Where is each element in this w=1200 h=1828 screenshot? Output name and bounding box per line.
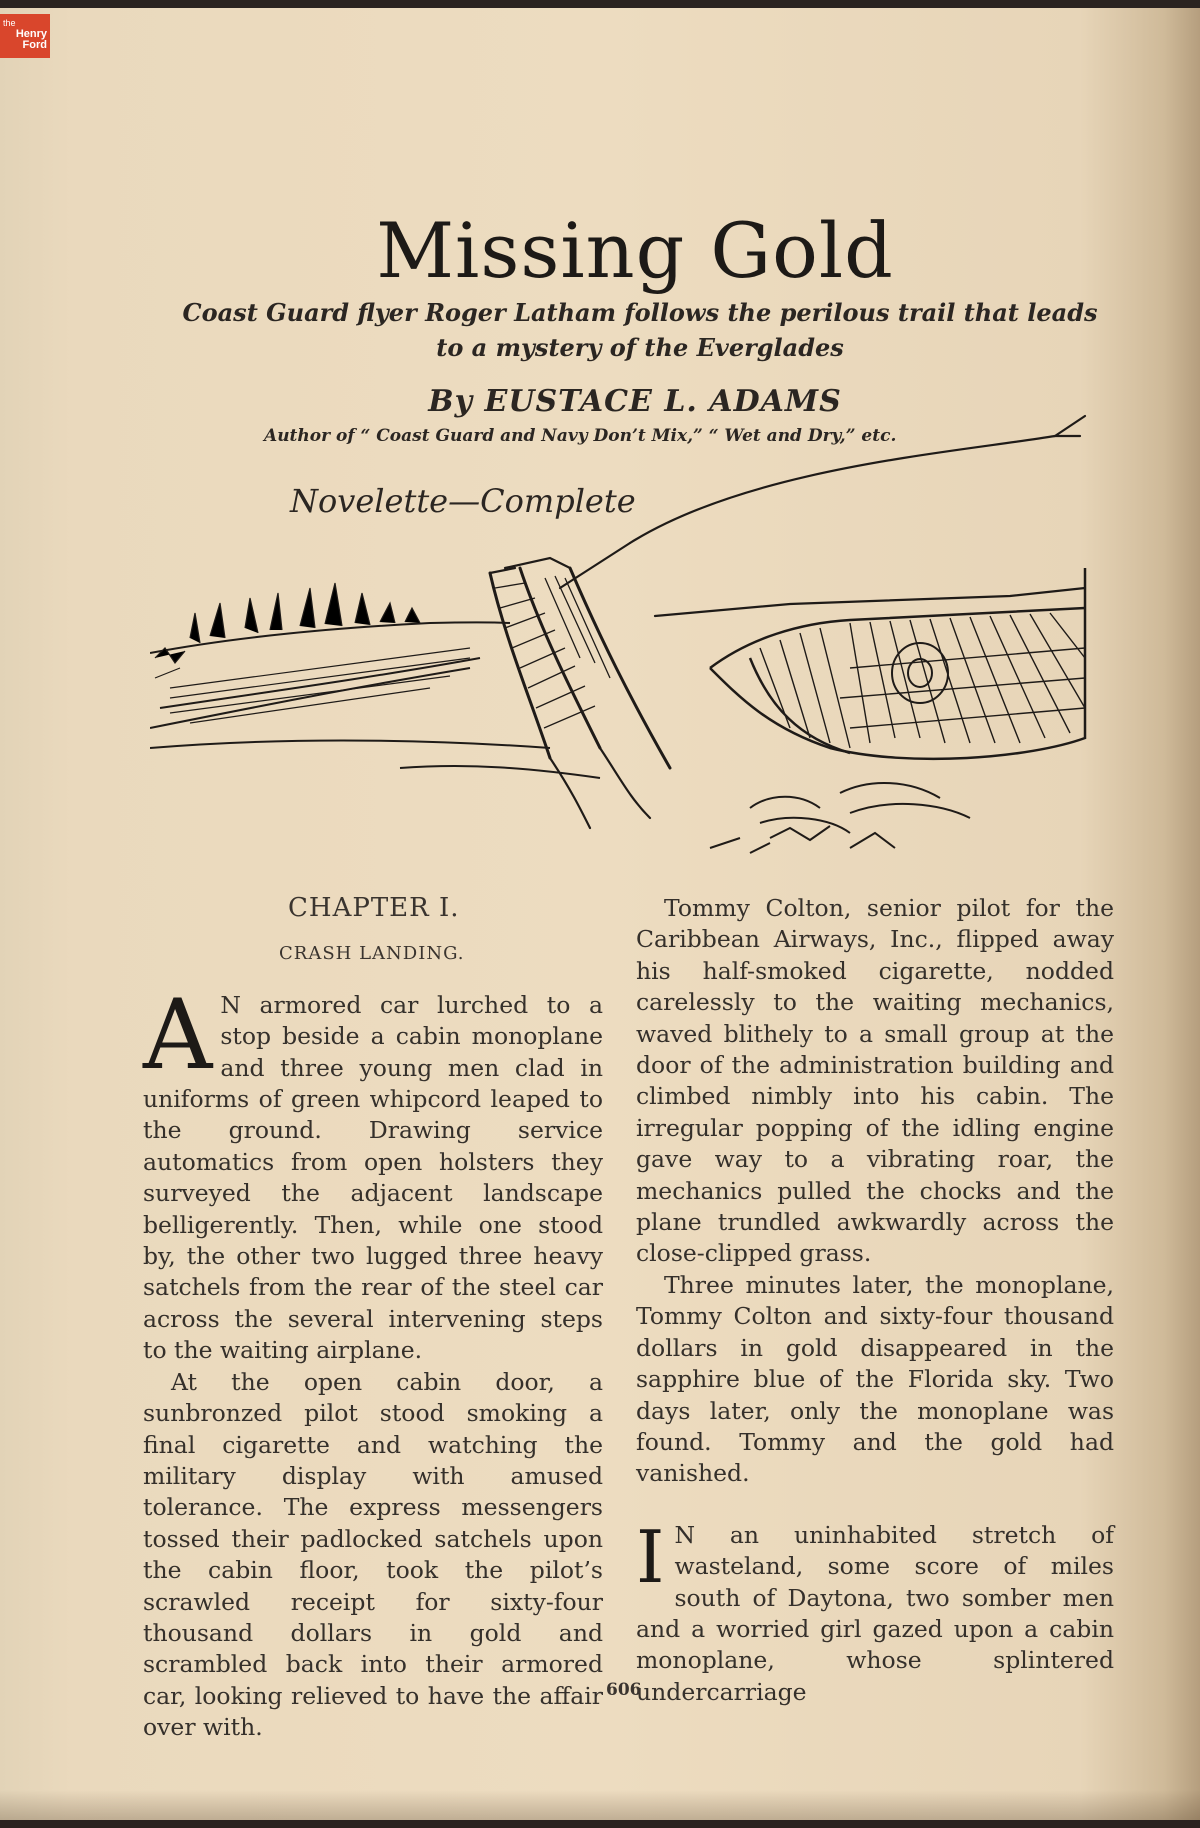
drop-cap-i: I [636,1514,665,1599]
story-subtitle: Coast Guard flyer Roger Latham follows the perilous trail that leads to a mystery of the Everglades [182,298,1098,362]
paragraph-4: Three minutes later, the monoplane, Tommy Colton and sixty-four thousand dollars in gold disappeared in the sapphire blue of the Florida sky. Two days later, only the monoplane was found. Tommy and the gold had vanished. [636,1270,1114,1488]
paragraph-5 [636,1514,1114,1708]
chapter-subheading: CRASH LANDING. [279,943,465,965]
plane-crash-illustration [150,408,1100,888]
drop-cap-a: A [143,978,213,1091]
logo-line-3: Ford [22,39,47,51]
paragraph-5-text: N an uninhabited stretch of wasteland, some score of miles south of Daytona, two somber men and a worried girl gazed upon a cabin monoplane, whose splintered undercarriage [636,1520,1114,1706]
right-text-column [636,893,1114,1708]
paragraph-1 [143,978,603,1367]
logo-line-2: Henry [15,28,47,40]
author-credits: Author of “ Coast Guard and Navy Don’t Mix,” “ Wet and Dry,” etc. [264,426,897,446]
logo-line-1: the [3,18,16,28]
left-text-column [143,893,603,1744]
author-byline: By EUSTACE L. ADAMS [428,384,842,419]
page-number: 606 [606,1680,642,1700]
chapter-heading: CHAPTER I. [288,893,460,923]
paragraph-2: At the open cabin door, a sunbronzed pilot stood smoking a final cigarette and watching the military display with amused tolerance. The express messengers tossed their padlocked satchels upon the cabin floor, took the pilot’s scrawled receipt for sixty-four thousand dollars in gold and scrambled back into their armored car, looking relieved to have the affair over with. [143,1367,603,1742]
paragraph-3: Tommy Colton, senior pilot for the Caribbean Airways, Inc., flipped away his half-smoked cigarette, nodded carelessly to the waiting mechanics, waved blithely to a small group at the door of the administration building and climbed nimbly into his cabin. The irregular popping of the idling engine gave way to a vibrating roar, the mechanics pulled the chocks and the plane trundled awkwardly across the close-clipped grass. [636,894,1114,1268]
magazine-page [0,8,1200,1820]
story-title: Missing Gold [376,206,894,295]
henry-ford-logo [0,14,50,58]
paragraph-1-text: N armored car lurched to a stop beside a cabin monoplane and three young men clad in uniforms of green whipcord leaped to the ground. Drawing service automatics from open holsters they surveyed the adjacent landscape belligerently. Then, while one stood by, the other two lugged three heavy satchels from the rear of the steel car across the several intervening steps to the waiting airplane. [143,990,603,1365]
story-type-tag: Novelette—Complete [290,482,636,520]
